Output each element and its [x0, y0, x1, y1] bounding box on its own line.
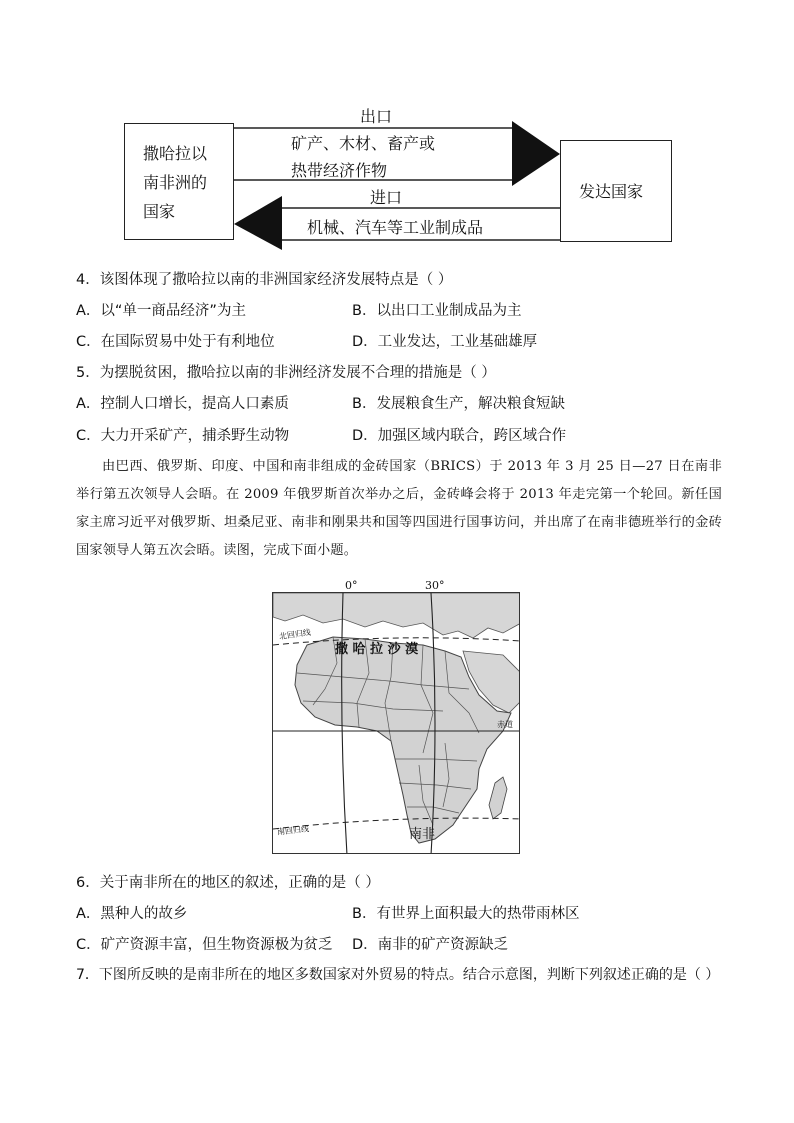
question-6-option-a: A．黑种人的故乡 [76, 906, 188, 922]
export-arrowhead [512, 121, 560, 186]
madagascar [489, 777, 507, 819]
import-label: 进口 [370, 188, 403, 207]
question-6-option-b: B．有世界上面积最大的热带雨林区 [352, 906, 580, 922]
tropic-north-label: 北回归线 [278, 627, 312, 642]
tropic-south-label: 南回归线 [276, 824, 310, 837]
africa-box-line2: 南非洲的 [143, 173, 208, 192]
question-6-option-c: C．矿产资源丰富，但生物资源极为贫乏 [76, 937, 333, 953]
question-6-stem: 6．关于南非所在的地区的叙述，正确的是（ ） [76, 875, 380, 891]
question-5-stem: 5．为摆脱贫困，撒哈拉以南的非洲经济发展不合理的措施是（ ） [76, 365, 496, 381]
equator-label: 赤道 [497, 720, 513, 729]
question-5-option-b: B．发展粮食生产，解决粮食短缺 [352, 396, 565, 412]
africa-map [272, 592, 520, 854]
tropic-of-capricorn-line [273, 818, 520, 829]
question-5-option-c: C．大力开采矿产，捕杀野生动物 [76, 428, 290, 444]
question-4-option-b: B．以出口工业制成品为主 [352, 303, 522, 319]
question-4-option-c: C．在国际贸易中处于有利地位 [76, 334, 275, 350]
question-4-option-d: D．工业发达，工业基础雄厚 [352, 334, 538, 350]
export-label: 出口 [360, 107, 393, 126]
question-5-option-d: D．加强区域内联合，跨区域合作 [352, 428, 567, 444]
longitude-30-label: 30° [425, 579, 445, 592]
export-goods-line1: 矿产、木材、畜产或 [291, 134, 436, 153]
question-6-option-d: D．南非的矿产资源缺乏 [352, 937, 509, 953]
africa-box-line3: 国家 [143, 202, 176, 221]
question-5-option-a: A．控制人口增长，提高人口素质 [76, 396, 289, 412]
export-goods-line2: 热带经济作物 [291, 161, 388, 180]
south-africa-label: 南非 [409, 827, 436, 842]
longitude-0-label: 0° [345, 579, 358, 592]
question-4-option-a: A．以“单一商品经济”为主 [76, 303, 246, 319]
developed-box-label: 发达国家 [579, 182, 644, 201]
brics-passage: 由巴西、俄罗斯、印度、中国和南非组成的金砖国家（BRICS）于 2013 年 3 月 25 日—27 日在南非举行第五次领导人会晤。在 2009 年俄罗斯首次举办之后，金砖峰会将于 2013 年走完第一个轮回。新任国家主席习近平对俄罗斯、坦桑尼亚、南非和刚果共和国等四国进行国事访问，并出席了在南非德班举行的金砖国家领导人第五次会晤。读图，完成下面小题。 [76, 459, 722, 558]
sahara-desert-label: 撒 哈 拉 沙 漠 [335, 642, 419, 657]
question-7-stem: 7．下图所反映的是南非所在的地区多数国家对外贸易的特点。结合示意图，判断下列叙述正确的是（ ） [76, 967, 720, 983]
africa-box-line1: 撒哈拉以 [143, 144, 208, 163]
question-4-stem: 4．该图体现了撒哈拉以南的非洲国家经济发展特点是（ ） [76, 272, 453, 288]
import-goods: 机械、汽车等工业制成品 [307, 218, 484, 237]
import-arrowhead [234, 196, 282, 250]
